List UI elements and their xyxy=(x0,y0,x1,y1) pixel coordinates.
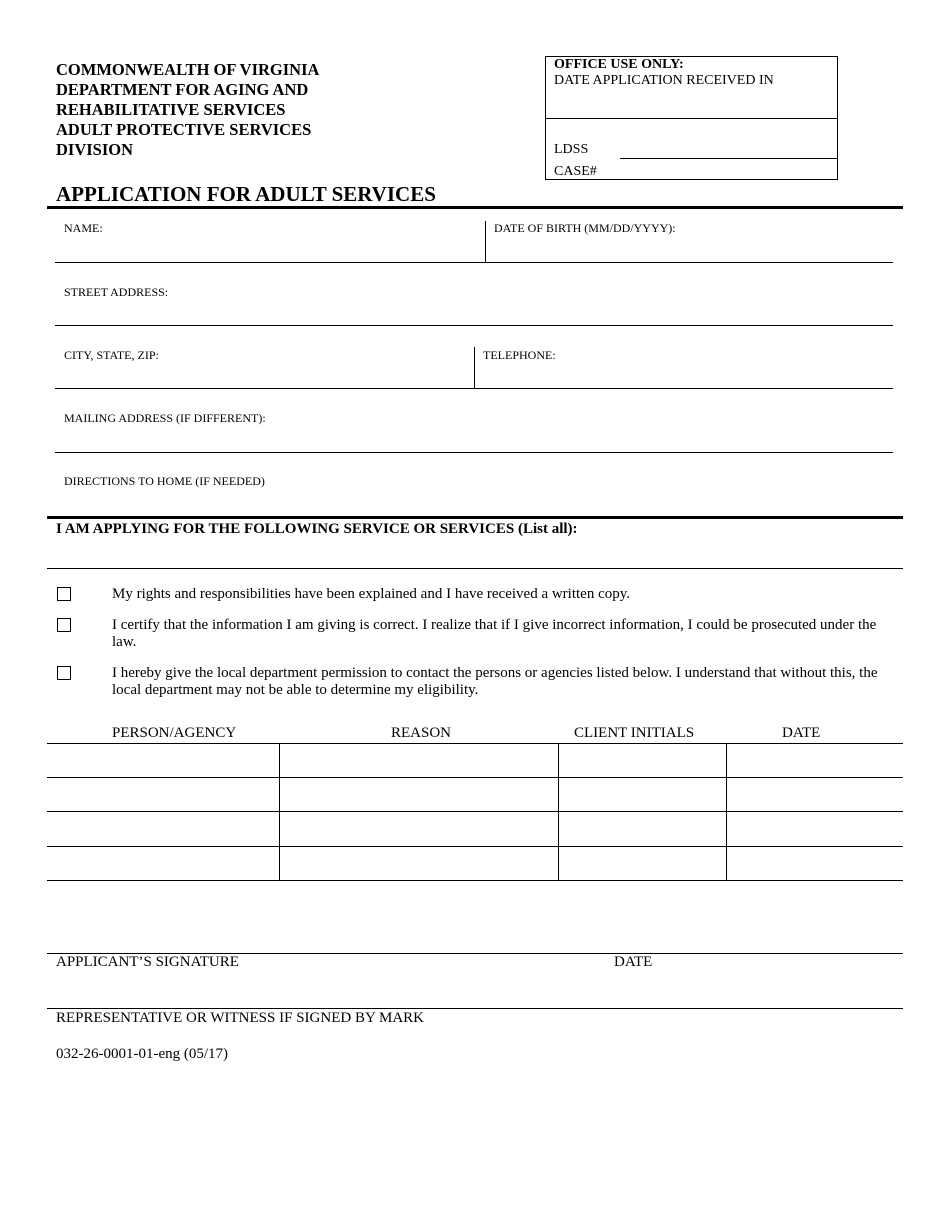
agency-header xyxy=(56,60,319,160)
table-row[interactable] xyxy=(47,811,903,812)
services-field[interactable] xyxy=(47,568,903,569)
case-number-label: CASE# xyxy=(554,164,597,179)
telephone-label: TELEPHONE: xyxy=(483,348,556,362)
field-divider xyxy=(485,221,486,262)
page-title: APPLICATION FOR ADULT SERVICES xyxy=(56,182,436,206)
street-label: STREET ADDRESS: xyxy=(64,285,169,299)
directions-label: DIRECTIONS TO HOME (IF NEEDED) xyxy=(64,474,265,488)
witness-signature-line[interactable] xyxy=(47,1008,903,1009)
table-column-divider xyxy=(558,743,559,881)
table-row[interactable] xyxy=(47,777,903,778)
directions-field[interactable] xyxy=(47,516,903,519)
field-divider xyxy=(474,347,475,389)
name-label: NAME: xyxy=(64,221,103,235)
signature-date-label: DATE xyxy=(614,954,653,970)
office-use-title: OFFICE USE ONLY: xyxy=(554,57,684,72)
street-field[interactable] xyxy=(55,325,893,326)
certify-checkbox[interactable] xyxy=(57,618,71,632)
city-label: CITY, STATE, ZIP: xyxy=(64,348,159,362)
col-person-agency: PERSON/AGENCY xyxy=(112,725,237,741)
permission-statement: I hereby give the local department permission to contact the persons or agencies listed below. I understand that without this, the local department may not be able to determine my eligibility. xyxy=(112,665,878,698)
agency-line: DIVISION xyxy=(56,140,134,159)
table-row[interactable] xyxy=(47,846,903,847)
applicant-signature-label: APPLICANT’S SIGNATURE xyxy=(56,954,239,970)
col-reason: REASON xyxy=(391,725,452,741)
mailing-label: MAILING ADDRESS (IF DIFFERENT): xyxy=(64,411,266,425)
rights-statement: My rights and responsibilities have been explained and I have received a written copy. xyxy=(112,586,631,602)
agency-line: REHABILITATIVE SERVICES xyxy=(56,100,286,119)
ldss-label: LDSS xyxy=(554,142,589,157)
permission-checkbox[interactable] xyxy=(57,666,71,680)
certify-statement: I certify that the information I am giving is correct. I realize that if I give incorrect information, I could be prosecuted under the law. xyxy=(112,617,877,650)
title-rule xyxy=(47,206,903,209)
table-column-divider xyxy=(279,743,280,881)
table-column-divider xyxy=(726,743,727,881)
agency-line: COMMONWEALTH OF VIRGINIA xyxy=(56,60,320,79)
mailing-field[interactable] xyxy=(55,452,893,453)
col-date: DATE xyxy=(782,725,821,741)
agency-line: ADULT PROTECTIVE SERVICES xyxy=(56,120,312,139)
table-rule xyxy=(47,743,903,744)
services-heading: I AM APPLYING FOR THE FOLLOWING SERVICE OR SERVICES (List all): xyxy=(56,521,578,537)
ldss-field[interactable] xyxy=(620,158,838,159)
rights-checkbox[interactable] xyxy=(57,587,71,601)
agency-line: DEPARTMENT FOR AGING AND xyxy=(56,80,309,99)
dob-label: DATE OF BIRTH (MM/DD/YYYY): xyxy=(494,221,676,235)
witness-label: REPRESENTATIVE OR WITNESS IF SIGNED BY MARK xyxy=(56,1010,424,1026)
office-box-divider xyxy=(545,118,838,119)
form-number: 032-26-0001-01-eng (05/17) xyxy=(56,1046,229,1062)
city-field[interactable] xyxy=(55,388,893,389)
table-row[interactable] xyxy=(47,880,903,881)
name-field[interactable] xyxy=(55,262,893,263)
col-client-initials: CLIENT INITIALS xyxy=(574,725,695,741)
date-received-label: DATE APPLICATION RECEIVED IN xyxy=(554,73,774,88)
